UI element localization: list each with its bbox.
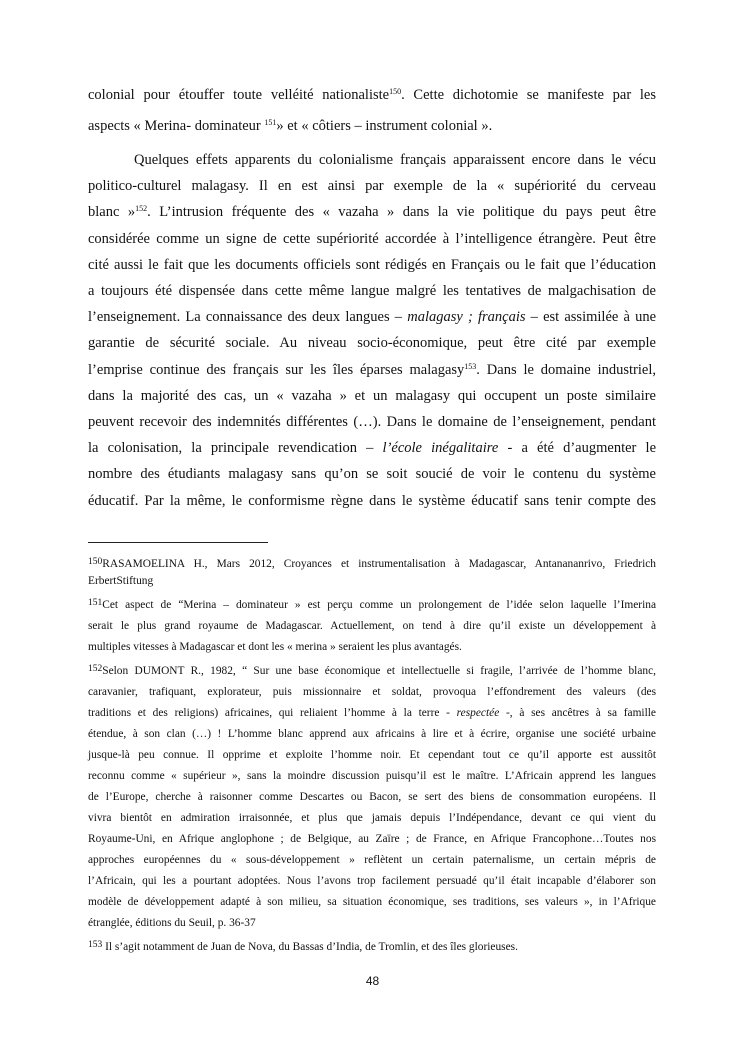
footnote-number: 151 [88,598,103,608]
footnote-line: étendue, à son clan (…) ! L’homme blanc apprend aux africains à lire et à écrire, organise une société urbaine [88,728,656,740]
body-line: nombre des étudiants malagasy sans qu’on se soit soucié de voir le contenu du système [88,466,656,483]
footnote-line: jusque-là peu connue. Il opprime et exploite l’homme noir. Et cependant tout ce qu’il apporte est aussitôt [88,749,656,761]
footnote-153: $^{153}$ Il s’agit notamment de Juan de Nova, du Bassas d’India, de Tromlin, et des îles glorieuses. [88,940,518,953]
body-line: politico-culturel malagasy. Il en est ainsi par exemple de la « supériorité du cerveau [88,178,656,195]
body-line: éducatif. Par la même, le conformisme règne dans le système éducatif sans tenir compte des [88,492,656,509]
footnote-separator [88,542,268,543]
footnote-line: multiples vitesses à Madagascar et dont les « merina » seraient les plus avantagés. [88,641,462,653]
body-line: colonial pour étouffer toute velléité nationaliste$^{150}$. Cette dichotomie se manifeste par les [88,87,656,103]
body-line: garantie de sécurité sociale. Au niveau socio-économique, peut être cité par exemple [88,335,656,352]
footnote-152: $^{152}$Selon DUMONT R., 1982, “ Sur une base économique et intellectuelle si fragile, l’arrivée de l’homme blanc, [88,664,656,677]
footnote-line: Royaume-Uni, en Afrique anglophone ; de Belgique, au Zaïre ; de France, en Afrique Francophone…Toutes nos [88,833,656,845]
footnote-line: vivra bientôt en admiration irraisonnée, et plus que jamais depuis l’Indépendance, devant ce qui vient du [88,812,656,824]
footnote-number: 153 [88,940,103,950]
footnote-line: l’Africain, qui les a pourtant adoptées. Nous l’avons trop facilement persuadé qu’il était incapable d’élaborer son [88,875,656,887]
footnote-line: ErbertStiftung [88,575,154,587]
body-line: considérée comme un signe de cette supériorité accordée à l’intelligence étrangère. Peut être [88,230,656,247]
paragraph-start: Quelques effets apparents du colonialisme français apparaissent encore dans le vécu [134,152,656,168]
footnote-line: caravanier, trafiquant, explorateur, puis missionnaire et soldat, provoqua l’effondrement des valeurs (des [88,686,656,698]
page-number: 48 [365,974,380,988]
footnote-line: étranglée, éditions du Seuil, p. 36-37 [88,917,256,929]
footnote-ref[interactable]: 150 [389,87,402,96]
footnote-line: de l’Europe, cherche à raisonner comme Descartes ou Bacon, se sert des biens de consommation européens. Il [88,791,656,803]
footnote-line: serait le plus grand royaume de Madagascar. Actuellement, on tend à dire qu’il existe un développement à [88,620,656,632]
footnote-ref[interactable]: 153 [464,361,477,371]
body-line: peuvent recevoir des indemnités différentes (…). Dans le domaine de l’enseignement, pendant [88,414,656,430]
body-line: l’emprise continue des français sur les îles éparses malagasy$^{153}$. Dans le domaine industriel, [88,361,657,378]
footnote-number: 152 [88,664,103,674]
footnote-ref[interactable]: 152 [135,204,148,214]
footnote-line: approches européennes du « sous-développement » reflètent un certain paternalisme, un certain mépris de [88,854,656,866]
footnote-151: $^{151}$Cet aspect de “Merina – dominateur » est perçu comme un prolongement de l’idée selon laquelle l’Imerina [88,598,656,611]
body-line: l’enseignement. La connaissance des deux langues – malagasy ; français – est assimilée à une [88,309,657,326]
footnote-150: $^{150}$RASAMOELINA H., Mars 2012, Croyances et instrumentalisation à Madagascar, Antanananrivo, Friedrich [88,557,656,570]
body-line: cité aussi le fait que les documents officiels sont rédigés en Français ou le fait que l’éducation [88,256,656,273]
footnote-ref[interactable]: 151 [264,118,277,127]
body-line: dans la majorité des cas, un « vazaha » et un malagasy qui occupent un poste similaire [88,387,656,404]
body-line: aspects « Merina- dominateur $^{151}$» et « côtiers – instrument colonial ». [88,118,493,134]
body-line: a toujours été dispensée dans cette même langue malgré les tentatives de malgachisation de [88,283,656,299]
footnote-line: reconnu comme « supérieur », sans la moindre discussion puisqu’il est le maître. L’Africain apprend les langues [88,770,656,782]
body-line: la colonisation, la principale revendication – l’école inégalitaire - a été d’augmenter le [88,440,657,457]
footnote-number: 150 [88,557,103,567]
footnote-line: modèle de développement adapté à son milieu, sa situation économique, ses traditions, ses valeurs », in l’Afrique [88,896,656,908]
body-line: blanc »$^{152}$. L’intrusion fréquente des « vazaha » dans la vie politique du pays peut être [88,204,657,221]
footnote-line: traditions et des religions) africaines, qui reliaient l’homme à la terre - respectée -, à ses ancêtres à sa famille [88,707,656,719]
